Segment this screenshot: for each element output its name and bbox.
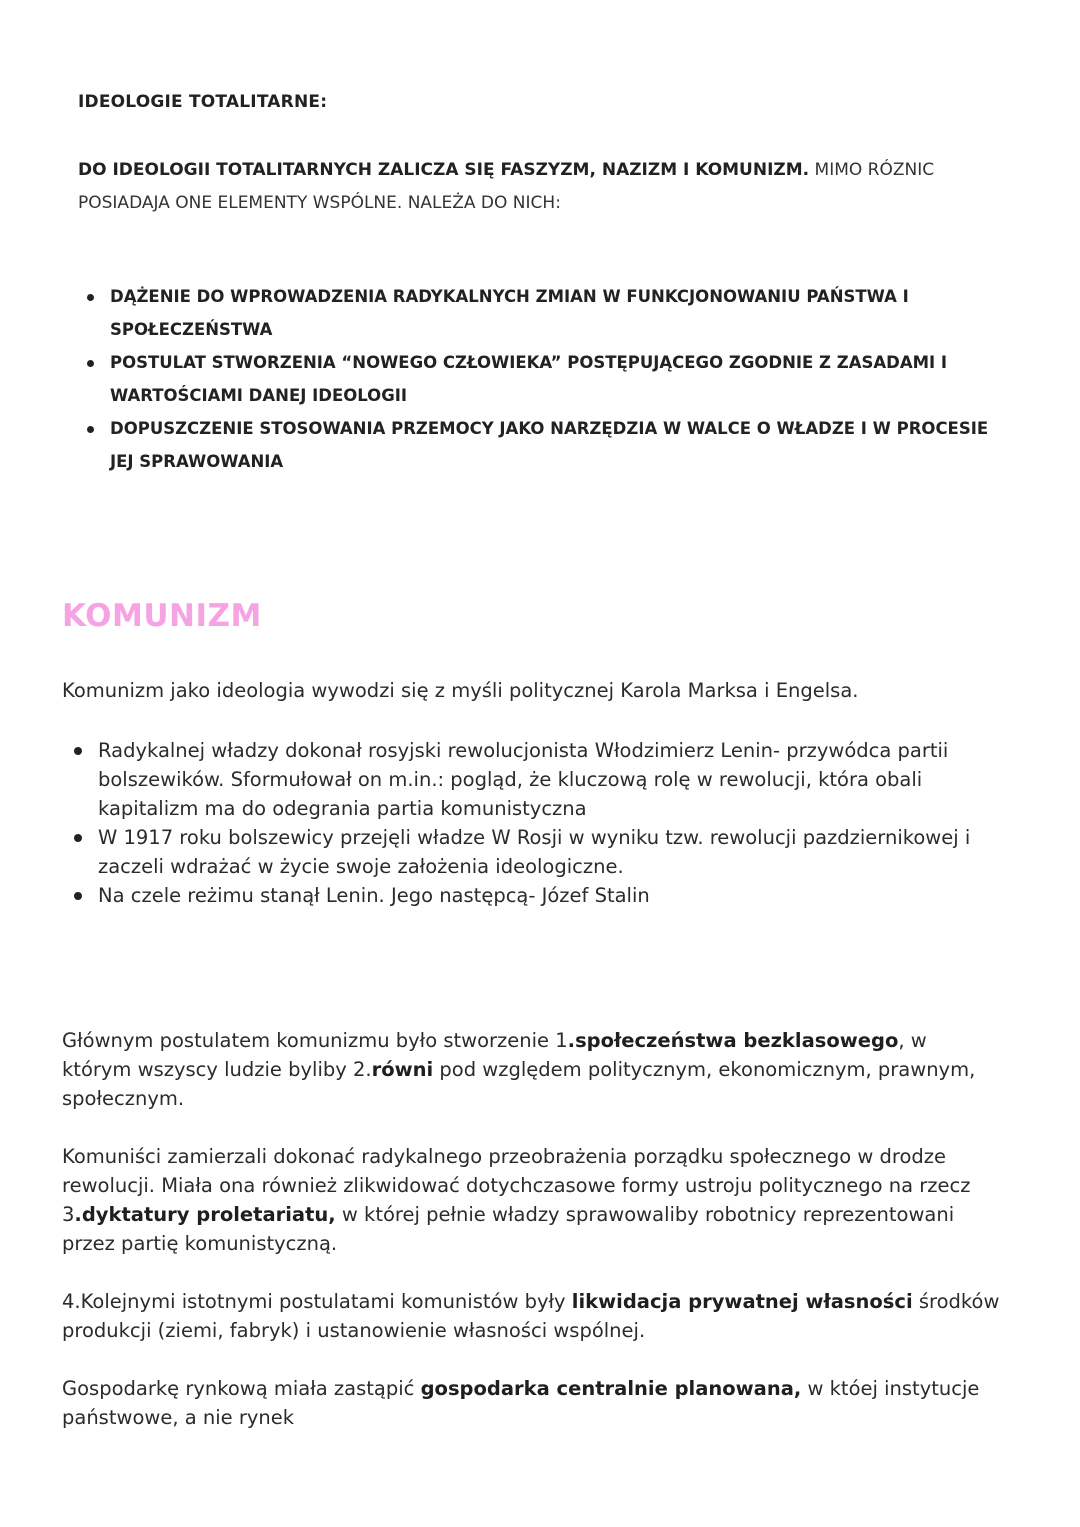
list-item: DĄŻENIE DO WPROWADZENIA RADYKALNYCH ZMIAN W FUNKCJONOWANIU PAŃSTWA I SPOŁECZEŃSTWA xyxy=(78,280,1008,346)
paragraph-1 xyxy=(62,1026,1002,1113)
list-item: POSTULAT STWORZENIA “NOWEGO CZŁOWIEKA” POSTĘPUJĄCEGO ZGODNIE Z ZASADAMI I WARTOŚCIAMI DANEJ IDEOLOGII xyxy=(78,346,1008,412)
komunizm-intro: Komunizm jako ideologia wywodzi się z myśli politycznej Karola Marksa i Engelsa. xyxy=(62,679,859,702)
bold-text: równi xyxy=(371,1058,434,1081)
list-item: Na czele reżimu stanął Lenin. Jego następcą- Józef Stalin xyxy=(62,881,1002,910)
paragraph-4 xyxy=(62,1374,1002,1432)
text: Głównym postulatem komunizmu było stworzenie 1 xyxy=(62,1029,568,1052)
text: pod względem politycznym, ekonomicznym, prawnym, społecznym. xyxy=(62,1058,976,1110)
bold-text: .dyktatury proletariatu, xyxy=(74,1203,336,1226)
bold-text: likwidacja prywatnej własności xyxy=(571,1290,913,1313)
text: środków produkcji (ziemi, fabryk) i ustanowienie własności wspólnej. xyxy=(62,1290,1000,1342)
intro-text: MIMO RÓZNIC POSIADAJA ONE ELEMENTY WSPÓLNE. NALEŻA DO NICH: xyxy=(78,160,935,213)
common-elements-list xyxy=(78,280,1008,478)
intro-paragraph xyxy=(78,154,998,220)
komunizm-intro-block xyxy=(62,676,1002,705)
list-item: DOPUSZCZENIE STOSOWANIA PRZEMOCY JAKO NARZĘDZIA W WALCE O WŁADZE I W PROCESIE JEJ SPRAWOWANIA xyxy=(78,412,1008,478)
bold-text: .społeczeństwa bezklasowego xyxy=(567,1029,899,1052)
komunizm-list-block xyxy=(62,736,1002,910)
komunizm-heading: KOMUNIZM xyxy=(62,598,262,634)
paragraph-2 xyxy=(62,1142,1002,1258)
text: w której pełnie władzy sprawowaliby robotnicy reprezentowani przez partię komunistyczną. xyxy=(62,1203,955,1255)
text: Gospodarkę rynkową miała zastąpić xyxy=(62,1377,421,1400)
bold-text: gospodarka centralnie planowana, xyxy=(420,1377,802,1400)
text: w któej instytucje państwowe, a nie rynek xyxy=(62,1377,980,1429)
komunizm-list xyxy=(62,736,1002,910)
text: 4.Kolejnymi istotnymi postulatami komunistów były xyxy=(62,1290,572,1313)
paragraph-3 xyxy=(62,1287,1002,1345)
text: Komuniści zamierzali dokonać radykalnego przeobrażenia porządku społecznego w drodze rewolucji. Miała ona również zlikwidować dotychczasowe formy ustroju politycznego na rzecz 3 xyxy=(62,1145,971,1226)
list-item: W 1917 roku bolszewicy przejęli władze W Rosji w wyniku tzw. rewolucji pazdziernikowej i zaczeli wdrażać w życie swoje założenia ideologiczne. xyxy=(62,823,1002,881)
section-heading: IDEOLOGIE TOTALITARNE: xyxy=(78,92,328,112)
intro-bold-text: DO IDEOLOGII TOTALITARNYCH ZALICZA SIĘ FASZYZM, NAZIZM I KOMUNIZM. xyxy=(78,160,810,180)
text: , w którym wszyscy ludzie byliby 2. xyxy=(62,1029,927,1081)
list-item: Radykalnej władzy dokonał rosyjski rewolucjonista Włodzimierz Lenin- przywódca partii bolszewików. Sformułował on m.in.: pogląd, że kluczową rolę w rewolucji, która obali kapitalizm ma do odegrania partia komunistyczna xyxy=(62,736,1002,823)
